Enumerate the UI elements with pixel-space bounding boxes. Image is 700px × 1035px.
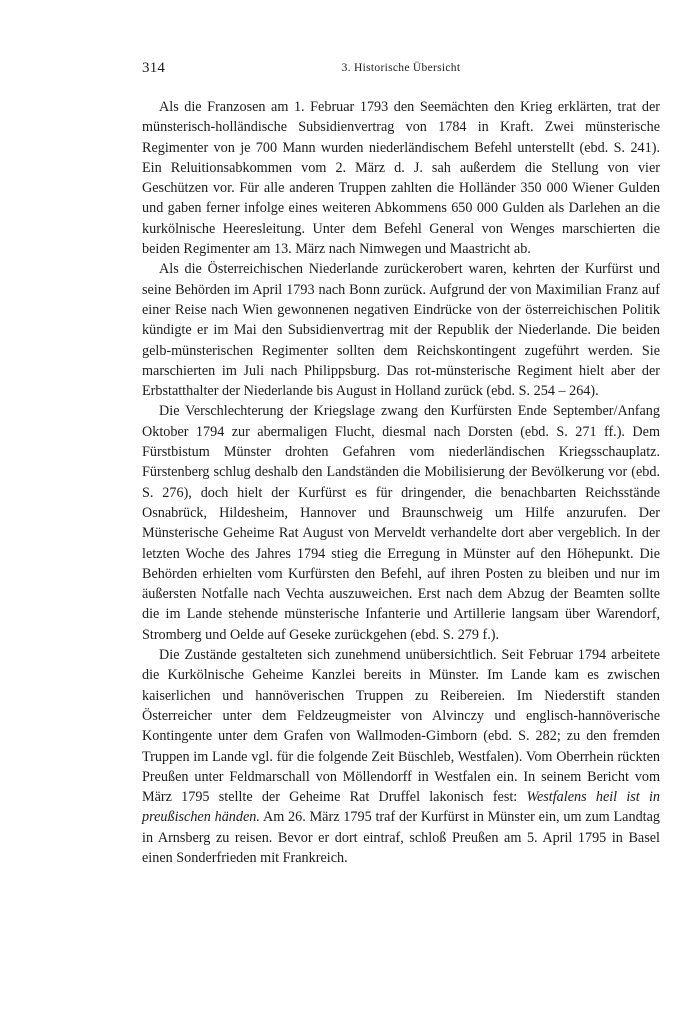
paragraph-4 — [142, 645, 660, 868]
paragraph-1: Als die Franzosen am 1. Februar 1793 den Seemächten den Krieg erklärten, trat der münsterisch-holländische Subsidienvertrag von 1784 in Kraft. Zwei münsterische Regimenter von je 700 Mann wurden niederländischem Befehl unterstellt (ebd. S. 241). Ein Reluitionsabkommen vom 2. März d. J. sah außerdem die Stellung von vier Geschützen vor. Für alle anderen Truppen zahlten die Holländer 350 000 Wiener Gulden und gaben ferner infolge eines weiteren Abkommens 650 000 Gulden als Darlehen an die kurkölnische Heeresleitung. Unter dem Befehl General von Wenges marschierten die beiden Regimenter am 13. März nach Nimwegen und Maastricht ab. — [142, 99, 660, 258]
page-header — [142, 60, 660, 80]
paragraph-3: Die Verschlechterung der Kriegslage zwang den Kurfürsten Ende September/Anfang Oktober 1794 zur abermaligen Flucht, diesmal nach Dorsten (ebd. S. 271 ff.). Dem Fürstbistum Münster drohten Gefahren vom niederländischen Kriegsschauplatz. Fürstenberg schlug deshalb den Landständen die Mobilisierung der Bevölkerung vor (ebd. S. 276), doch hielt der Kurfürst es für dringender, die benachbarten Reichsstände Osnabrück, Hildesheim, Hannover und Braunschweig um Hilfe anzurufen. Der Münsterische Geheime Rat August von Merveldt verhandelte dort aber vergeblich. In der letzten Woche des Jahres 1794 stieg die Erregung in Münster auf den Höhepunkt. Die Behörden erhielten vom Kurfürsten den Befehl, auf ihren Posten zu bleiben und nur im äußersten Notfalle nach Vechta auszuweichen. Erst nach dem Abzug der Beamten sollte die im Lande stehende münsterische Infanterie und Artillerie langsam über Warendorf, Stromberg und Oelde auf Geseke zurückgehen (ebd. S. 279 f.). — [142, 403, 660, 643]
page-number: 314 — [142, 60, 166, 76]
body-text — [142, 97, 660, 868]
italic-quotation: Westfalens heil ist in preußischen händen. — [142, 789, 660, 826]
paragraph-4-text-after: Am 26. März 1795 traf der Kurfürst in Münster ein, um zum Landtag in Arnsberg zu reisen. Bevor er dort eintraf, schloß Preußen am 5. April 1795 in Basel einen Sonderfrieden mit Frankreich. — [142, 809, 660, 866]
running-head: 3. Historische Übersicht — [341, 62, 461, 74]
paragraph-2: Als die Österreichischen Niederlande zurückerobert waren, kehrten der Kurfürst und seine Behörden im April 1793 nach Bonn zurück. Aufgrund der von Maximilian Franz auf einer Reise nach Wien gewonnenen negativen Eindrücke von der österreichischen Politik kündigte er im Mai den Subsidienvertrag mit der Republik der Niederlande. Die beiden gelb-münsterischen Regimenter sollten dem Reichskontingent zugeführt werden. Sie marschierten im Juli nach Philippsburg. Das rot-münsterische Regiment hielt aber der Erbstatthalter der Niederlande bis August in Holland zurück (ebd. S. 254 – 264). — [142, 261, 660, 400]
paragraph-4-text-before: Die Zustände gestalteten sich zunehmend unübersichtlich. Seit Februar 1794 arbeitete die Kurkölnische Geheime Kanzlei bereits in Münster. Im Lande kam es zwischen kaiserlichen und hannöverischen Truppen zu Reibereien. Im Niederstift standen Österreicher unter dem Feldzeugmeister von Alvinczy und englisch-hannöverische Kontingente unter dem Grafen von Wallmoden-Gimborn (ebd. S. 282; zu den fremden Truppen im Lande vgl. für die folgende Zeit Büschleb, Westfalen). Vom Oberrhein rückten Preußen unter Feldmarschall von Möllendorff in Westfalen ein. In seinem Bericht vom März 1795 stellte der Geheime Rat Druffel lakonisch fest: — [142, 647, 660, 806]
